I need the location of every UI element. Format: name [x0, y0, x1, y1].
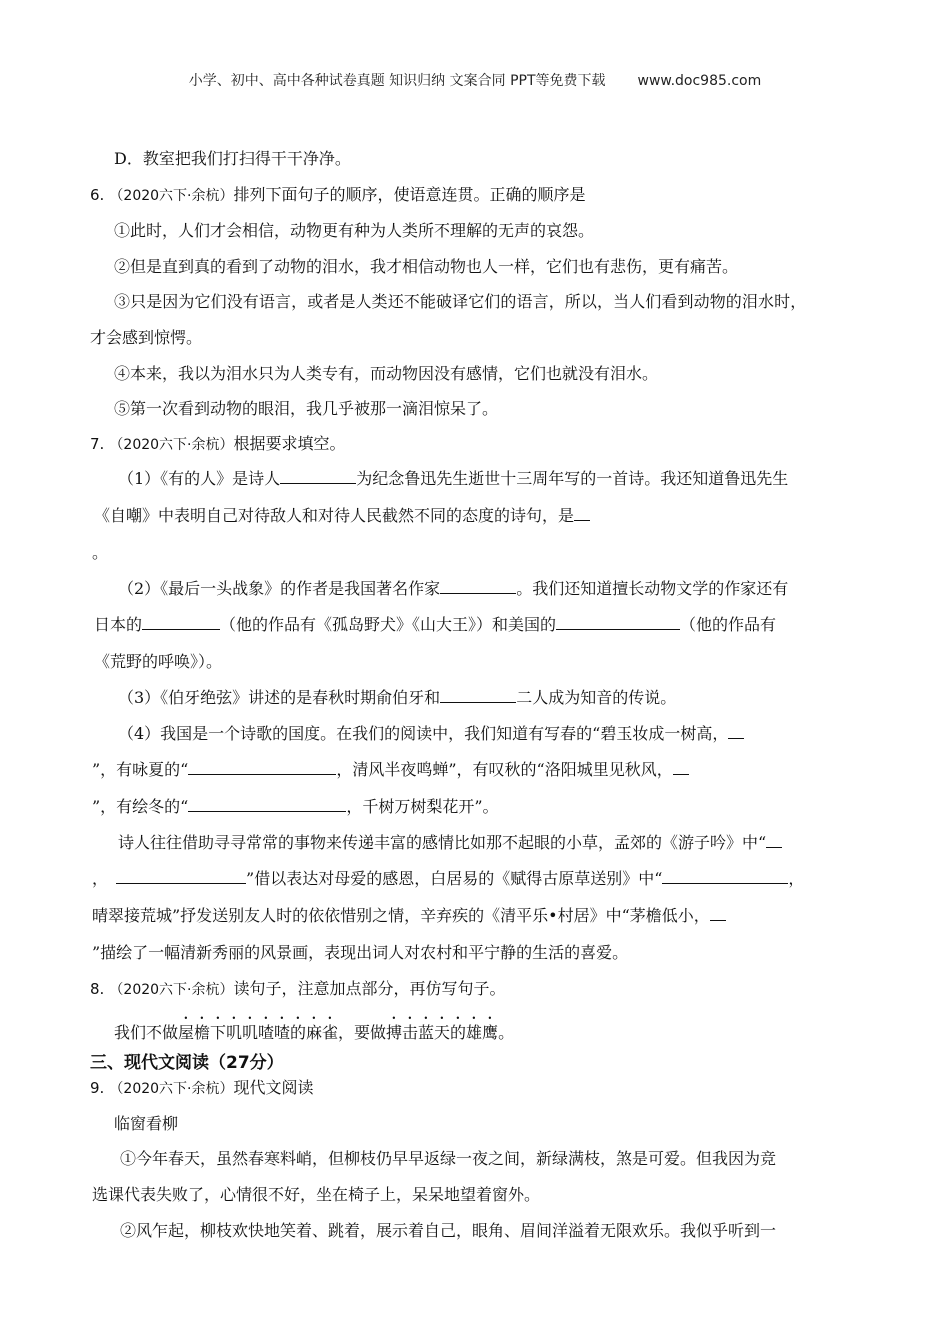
q7-part1-line3: 。: [92, 543, 109, 562]
q8-source: （2020六下·余杭）: [109, 982, 234, 998]
q9-paragraph-1b: 选课代表失败了，心情很不好，坐在椅子上，呆呆地望着窗外。: [92, 1185, 541, 1204]
q7-part2-text-e: （他的作品有: [680, 615, 777, 634]
q7-blank-author[interactable]: [440, 579, 516, 594]
q7-part2-text-b: 。我们还知道擅长动物文学的作家还有: [516, 579, 789, 598]
q7-blank-japan-writer[interactable]: [142, 615, 220, 630]
q7-number: 7.: [90, 435, 105, 453]
q7-blank-autumn[interactable]: [673, 760, 689, 775]
page-header: [0, 70, 950, 90]
q7-blank-qingpingyue[interactable]: [710, 906, 726, 921]
q9-number: 9.: [90, 1079, 105, 1097]
q7-part5-text-a: 诗人往往借助寻寻常常的事物来传递丰富的感情比如那不起眼的小草，孟郊的《游子吟》中“: [118, 833, 767, 852]
q7-part2-text-d: （他的作品有《孤岛野犬》《山大王》）和美国的: [220, 615, 557, 634]
q6-sentence-5: ⑤第一次看到动物的眼泪，我几乎被那一滴泪惊呆了。: [114, 399, 499, 418]
q7-part5-text-e: 晴翠接荒城”抒发送别友人时的依依惜别之情，辛弃疾的《清平乐•村居》中“茅檐低小，: [92, 906, 710, 925]
q7-part4-line1: [118, 721, 744, 744]
q7-part5-text-b: ，: [92, 869, 109, 888]
q7-part5-line2: [92, 866, 804, 889]
q7-part4-text-e: ，千树万树梨花开”。: [346, 797, 499, 816]
section-3-title: 三、现代文阅读（27分）: [90, 1053, 284, 1073]
q7-part1-text-a: （1）《有的人》是诗人: [118, 469, 281, 488]
q7-part2-line2: [94, 612, 776, 635]
q8-number: 8.: [90, 980, 105, 998]
q7-part1-line2: [94, 503, 590, 526]
q6-stem: 排列下面句子的顺序，使语意连贯。正确的顺序是: [233, 185, 586, 204]
q8-stem: 读句子，注意加点部分，再仿写句子。: [233, 979, 506, 998]
q6-sentence-3b: 才会感到惊愕。: [90, 328, 203, 347]
q7-part5-line4: ”描绘了一幅清新秀丽的风景画，表现出词人对农村和平宁静的生活的喜爱。: [92, 943, 629, 962]
q6-sentence-3a: ③只是因为它们没有语言，或者是人类还不能破译它们的语言，所以，当人们看到动物的泪水时，: [114, 292, 807, 311]
q7-part4-text-c: ，清风半夜鸣蝉”，有叹秋的“洛阳城里见秋风，: [336, 760, 673, 779]
q7-blank-poet[interactable]: [280, 469, 356, 484]
q8-dotted-phrase-1: 屋檐下叽叽喳喳的麻雀: [178, 1023, 339, 1042]
q7-source: （2020六下·余杭）: [109, 437, 234, 453]
q7-part1-text-b: 为纪念鲁迅先生逝世十三周年写的一首诗。我还知道鲁迅先生: [356, 469, 789, 488]
q7-part2-line3: 《荒野的呼唤》）。: [94, 652, 223, 671]
q5-option-d: D．教室把我们打扫得干干净净。: [114, 149, 351, 168]
q7-part1-line1: [118, 466, 788, 489]
q6-number: 6.: [90, 186, 105, 204]
q7-blank-spring[interactable]: [728, 724, 744, 739]
q7-blank-us-writer[interactable]: [556, 615, 680, 630]
q9-paragraph-2a: ②风乍起，柳枝欢快地笑着、跳着，展示着自己，眼角、眉间洋溢着无限欢乐。我似乎听到一: [120, 1221, 777, 1240]
q7-stem-line: [90, 431, 346, 454]
q7-part5-text-d: ，: [788, 869, 805, 888]
q8-text-b: ，要做: [338, 1023, 387, 1042]
q7-part3-line: [118, 685, 676, 708]
q7-part1-text-c: 《自嘲》中表明自己对待敌人和对待人民截然不同的态度的诗句，是: [94, 506, 575, 525]
q7-part2-line1: [118, 576, 788, 599]
q7-part5-line1: [118, 830, 782, 853]
q7-part2-text-c: 日本的: [94, 615, 143, 634]
q7-part3-text-a: （3）《伯牙绝弦》讲述的是春秋时期俞伯牙和: [118, 688, 441, 707]
q8-example-sentence: [114, 1014, 514, 1043]
q7-blank-guyuancao[interactable]: [662, 869, 788, 884]
q7-blank-youziyin-2[interactable]: [116, 869, 246, 884]
q7-blank-zichao[interactable]: [574, 506, 590, 521]
q7-part5-text-c: ”借以表达对母爱的感恩，白居易的《赋得古原草送别》中“: [246, 869, 663, 888]
q9-paragraph-1a: ①今年春天，虽然春寒料峭，但柳枝仍早早返绿一夜之间，新绿满枝，煞是可爱。但我因为竞: [120, 1149, 777, 1168]
q7-part3-text-b: 二人成为知音的传说。: [516, 688, 677, 707]
q7-part4-text-d: ”，有绘冬的“: [92, 797, 189, 816]
q9-source: （2020六下·余杭）: [109, 1081, 234, 1097]
q8-text-a: 我们不做: [114, 1023, 179, 1042]
header-site-link[interactable]: www.doc985.com: [637, 73, 762, 89]
q7-part4-text-a: （4）我国是一个诗歌的国度。在我们的阅读中，我们知道有写春的“碧玉妆成一树高，: [118, 724, 729, 743]
q7-part5-line3: [92, 903, 726, 926]
q6-sentence-4: ④本来，我以为泪水只为人类专有，而动物因没有感情，它们也就没有泪水。: [114, 364, 659, 383]
q6-sentence-2: ②但是直到真的看到了动物的泪水，我才相信动物也人一样，它们也有悲伤，更有痛苦。: [114, 257, 739, 276]
q7-part4-text-b: ”，有咏夏的“: [92, 760, 189, 779]
q7-blank-youziyin-1[interactable]: [766, 833, 782, 848]
q6-sentence-1: ①此时，人们才会相信，动物更有种为人类所不理解的无声的哀怨。: [114, 221, 595, 240]
q9-passage-title: 临窗看柳: [114, 1114, 179, 1133]
q7-blank-zhong-ziqi[interactable]: [440, 688, 516, 703]
q7-stem: 根据要求填空。: [233, 434, 346, 453]
q8-text-c: 。: [498, 1023, 515, 1042]
q8-stem-line: [90, 976, 506, 999]
q8-dotted-phrase-2: 搏击蓝天的雄鹰: [386, 1023, 499, 1042]
q7-part4-line2: [92, 757, 689, 780]
header-promo-text: 小学、初中、高中各种试卷真题 知识归纳 文案合同 PPT等免费下载: [188, 73, 606, 89]
q7-blank-winter[interactable]: [188, 797, 346, 812]
q9-stem: 现代文阅读: [233, 1078, 314, 1097]
q6-source: （2020六下·余杭）: [109, 188, 234, 204]
q7-part4-line3: [92, 794, 499, 817]
q6-stem-line: [90, 182, 586, 205]
q9-stem-line: [90, 1075, 314, 1098]
q7-part2-text-a: （2）《最后一头战象》的作者是我国著名作家: [118, 579, 441, 598]
q7-blank-summer[interactable]: [188, 760, 336, 775]
